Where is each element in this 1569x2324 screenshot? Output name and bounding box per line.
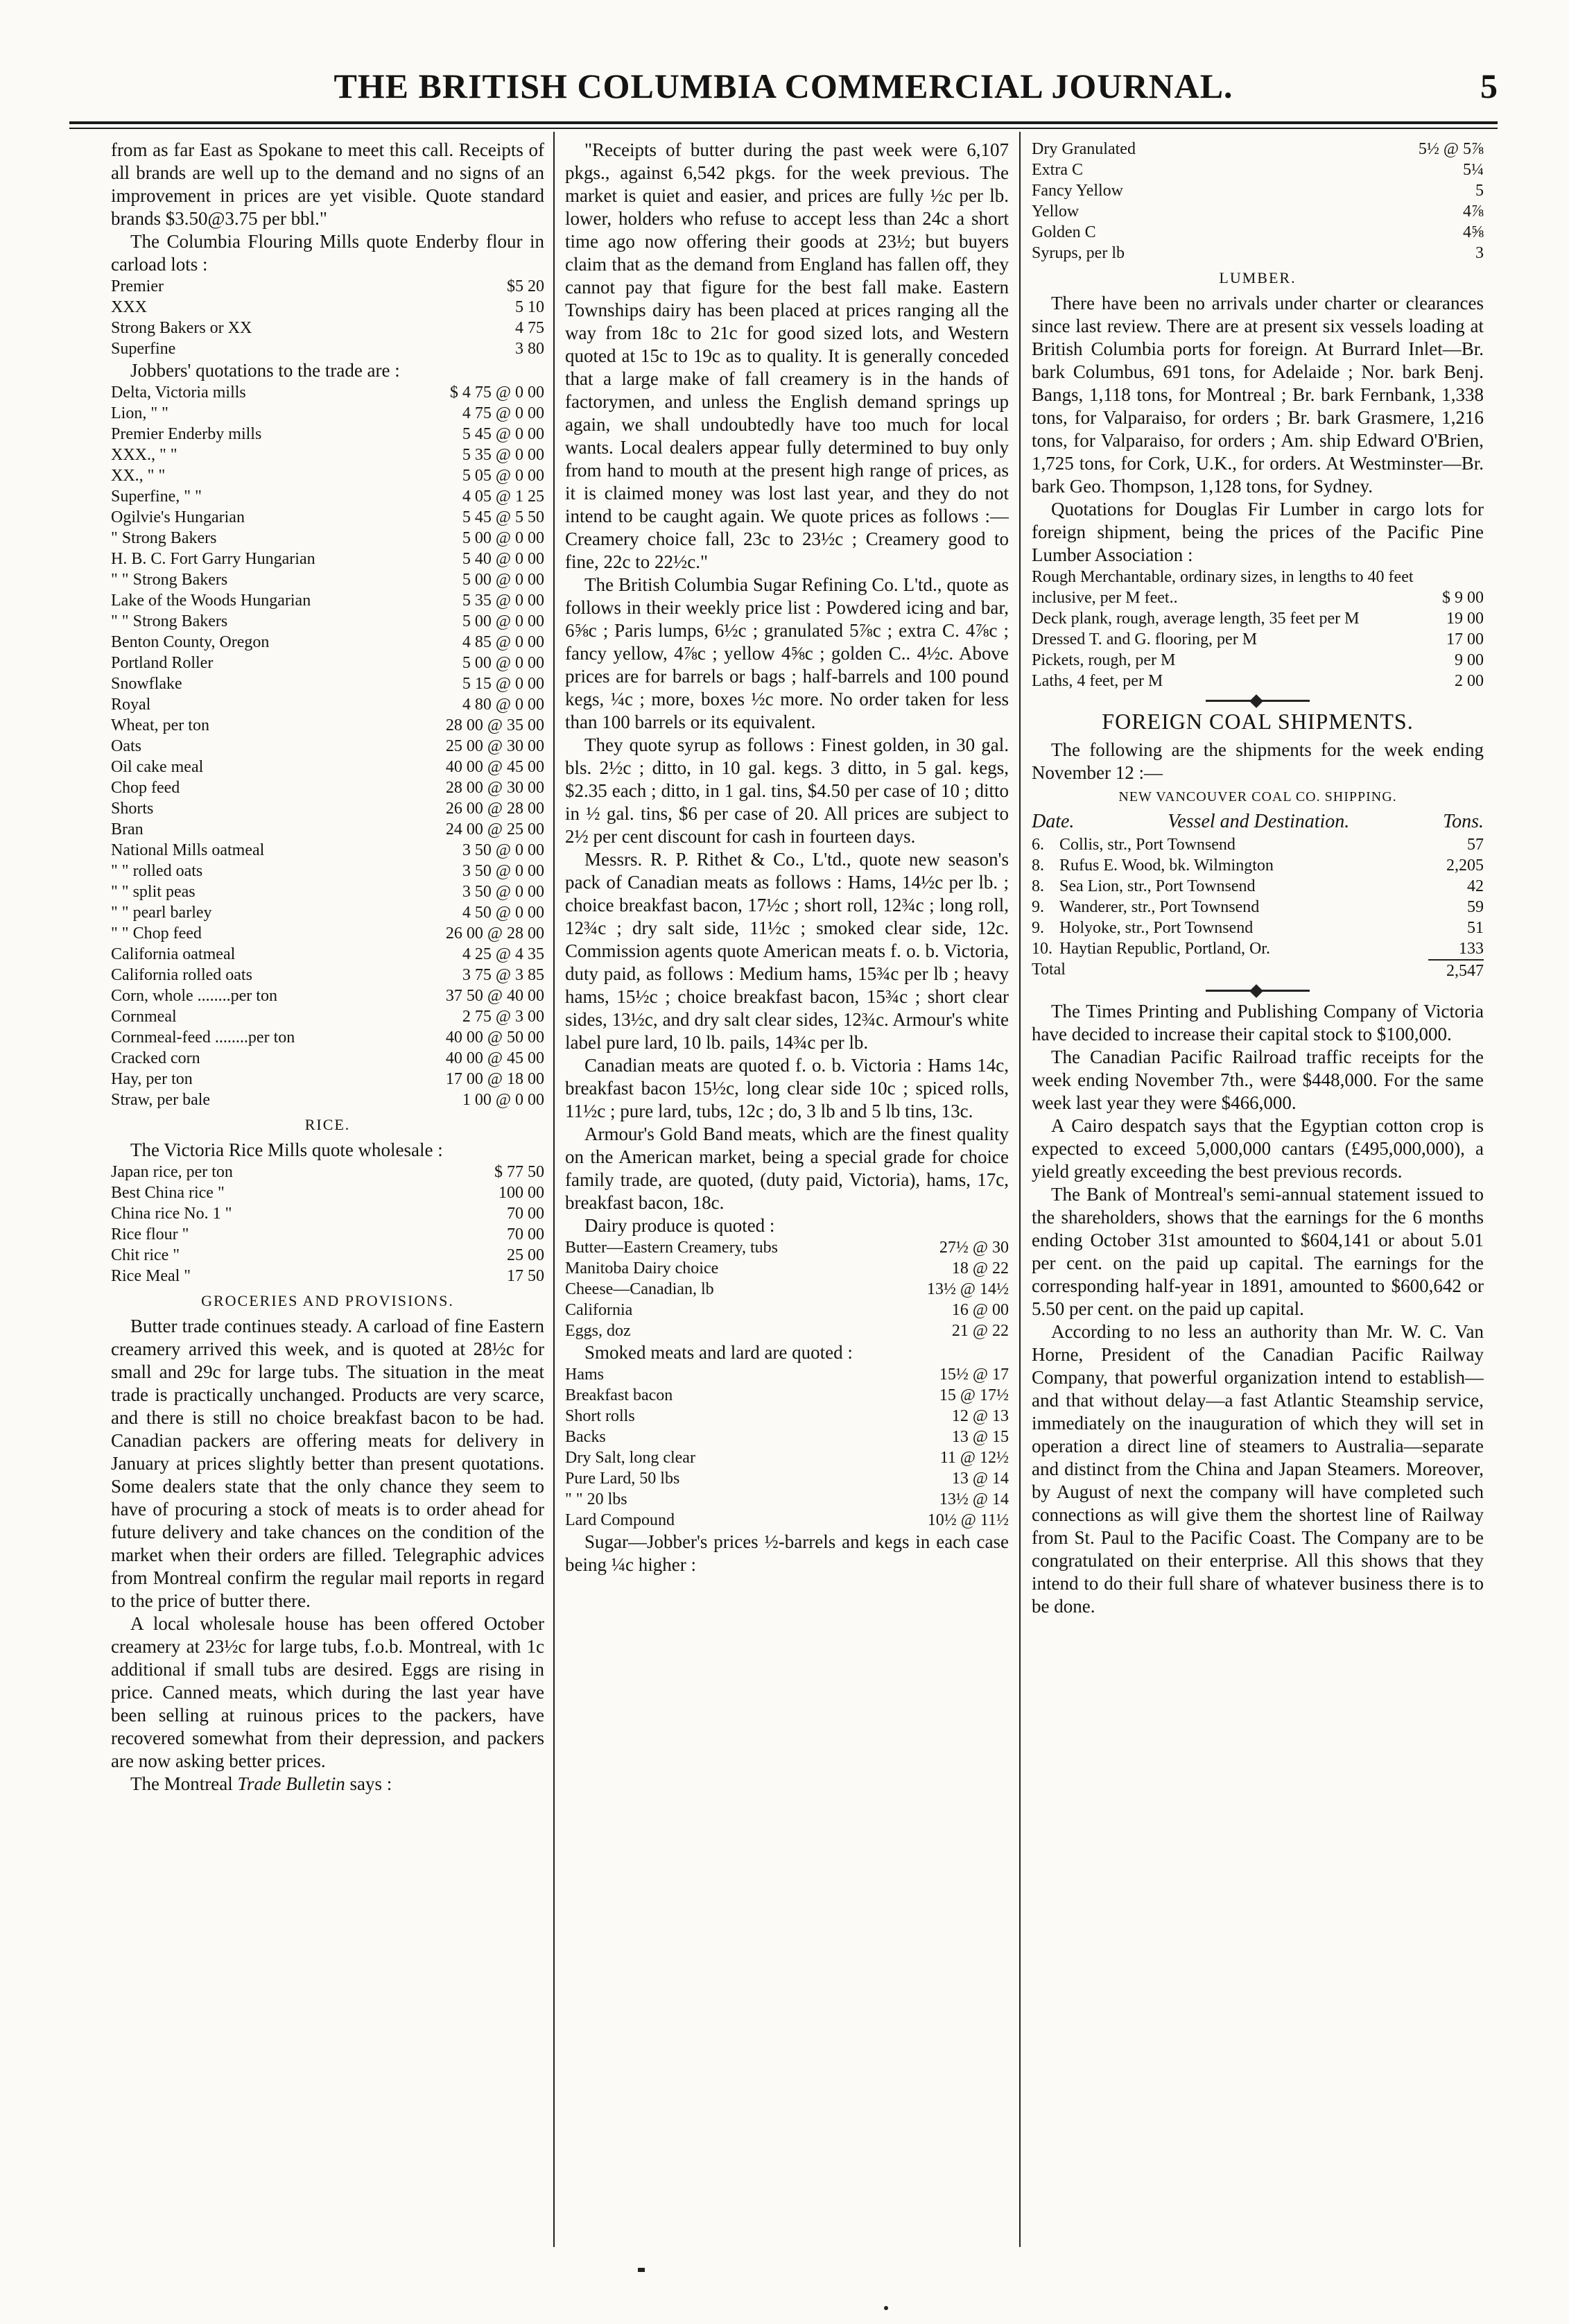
price-row	[565, 1364, 1009, 1385]
price-row	[1032, 567, 1484, 608]
coal-shipment-row	[1032, 897, 1484, 918]
price-value: 17 00 @ 18 00	[445, 1070, 544, 1088]
price-row	[565, 1258, 1009, 1279]
price-item: Eggs, doz	[565, 1322, 631, 1340]
price-item: Cheese—Canadian, lb	[565, 1280, 714, 1298]
price-row	[111, 465, 544, 486]
price-value: $ 9 00	[1442, 589, 1484, 607]
price-value: 25 00	[507, 1246, 544, 1264]
flour-intro: The Columbia Flouring Mills quote Enderby flour in carload lots :	[111, 231, 544, 275]
coal-date: 8.	[1032, 877, 1044, 895]
smoked-intro: Smoked meats and lard are quoted :	[584, 1342, 853, 1363]
price-value: $ 4 75 @ 0 00	[449, 384, 544, 402]
price-row	[111, 1027, 544, 1048]
price-value: 13½ @ 14½	[926, 1280, 1009, 1298]
price-row	[1032, 180, 1484, 201]
price-row	[111, 736, 544, 757]
price-value: 28 00 @ 30 00	[445, 779, 544, 797]
price-row	[111, 1224, 544, 1245]
section-divider	[1206, 700, 1310, 702]
price-item: Lake of the Woods Hungarian	[111, 592, 311, 610]
price-value: 13 @ 14	[951, 1470, 1009, 1488]
price-row	[111, 673, 544, 694]
price-value: 10½ @ 11½	[927, 1511, 1009, 1529]
price-row	[565, 1427, 1009, 1447]
price-value: 40 00 @ 50 00	[445, 1028, 544, 1047]
price-row	[565, 1406, 1009, 1427]
price-item: Pickets, rough, per M	[1032, 651, 1176, 669]
price-value: $ 77 50	[494, 1163, 544, 1181]
price-value: 25 00 @ 30 00	[445, 737, 544, 755]
price-value: 4⅞	[1463, 203, 1484, 221]
price-item: Best China rice "	[111, 1184, 225, 1202]
price-item: Yellow	[1032, 203, 1080, 221]
lumber-paragraph: There have been no arrivals under charter or clearances since last review. There are at present six vessels loading at British Columbia ports for foreign. At Burrard Inlet—Br. bark Columbus, 691 tons, for Adelaide ; Nor. bark Benj. Bangs, 1,118 tons, for Montreal ; Br. bark Fernbank, 1,338 tons, for Valparaiso, for orders ; Br. bark Grasmere, 1,216 tons, for Valparaiso, for orders ; Am. ship Edward O'Brien, 1,725 tons, for Cork, U.K., for orders. At Westminster—Br. bark Geo. Thompson, 1,128 tons, for Sydney.	[1032, 293, 1484, 497]
price-value: 5 35 @ 0 00	[462, 592, 544, 610]
price-row	[1032, 201, 1484, 222]
coal-date: 9.	[1032, 898, 1044, 916]
price-row	[565, 1237, 1009, 1258]
price-row	[111, 819, 544, 840]
price-value: 70 00	[507, 1205, 544, 1223]
price-row	[111, 965, 544, 985]
price-item: Superfine, " "	[111, 488, 202, 506]
coal-vessel: Rufus E. Wood, bk. Wilmington	[1059, 857, 1274, 875]
groceries-paragraphs	[111, 1315, 544, 1773]
price-value: 2 00	[1455, 672, 1484, 690]
price-row	[111, 944, 544, 965]
price-value: 27½ @ 30	[939, 1239, 1009, 1257]
price-item: Breakfast bacon	[565, 1386, 673, 1404]
price-item: Premier Enderby mills	[111, 425, 262, 443]
price-item: Japan rice, per ton	[111, 1163, 233, 1181]
intro-paragraph: from as far East as Spokane to meet this call. Receipts of all brands are well up to the demand and no signs of an improvement in prices are yet visible. Quote standard brands $3.50@3.75 per bbl."	[111, 139, 544, 229]
price-item: Ogilvie's Hungarian	[111, 508, 245, 526]
price-row	[565, 1468, 1009, 1489]
price-row	[1032, 139, 1484, 160]
price-item: " " 20 lbs	[565, 1490, 627, 1508]
sugar-price-list	[1032, 139, 1484, 264]
price-value: 13 @ 15	[951, 1428, 1009, 1446]
price-value: 4 50 @ 0 00	[462, 904, 544, 922]
coal-tons: 59	[1467, 898, 1484, 916]
price-item: Dry Salt, long clear	[565, 1449, 695, 1467]
footer-mark	[638, 2268, 645, 2272]
price-item: Portland Roller	[111, 654, 214, 672]
price-item: California rolled oats	[111, 966, 252, 984]
coal-table	[1032, 834, 1484, 959]
price-value: 13½ @ 14	[939, 1490, 1009, 1508]
price-value: 70 00	[507, 1225, 544, 1243]
price-value: 18 @ 22	[951, 1259, 1009, 1277]
price-row	[111, 528, 544, 549]
column-divider	[553, 132, 555, 2247]
price-item: Fancy Yellow	[1032, 182, 1124, 200]
coal-shipment-row	[1032, 938, 1484, 959]
article-paragraph: A local wholesale house has been offered October creamery at 23½c for large tubs, f.o.b. Montreal, with 1c additional if small tubs are desired. Eggs are rising in price. Canned meats, which during the last year have been selling at ruinous prices to the packers, have recovered somewhat from their depression, and packers are now asking better prices.	[111, 1613, 544, 1771]
price-row	[111, 757, 544, 777]
price-item: XX., " "	[111, 467, 166, 485]
column-2	[565, 139, 1009, 2240]
price-value: 4 75	[515, 319, 544, 337]
price-value: 12 @ 13	[951, 1407, 1009, 1425]
price-value: 4 80 @ 0 00	[462, 696, 544, 714]
price-row	[565, 1447, 1009, 1468]
price-row	[111, 569, 544, 590]
price-row	[111, 1266, 544, 1286]
price-value: 15½ @ 17	[939, 1366, 1009, 1384]
price-item: Rough Merchantable, ordinary sizes, in lengths to 40 feet inclusive, per M feet..	[1032, 568, 1414, 607]
price-row	[1032, 160, 1484, 180]
price-row	[111, 1048, 544, 1069]
price-item: Lard Compound	[565, 1511, 675, 1529]
price-row	[111, 798, 544, 819]
price-value: 3 50 @ 0 00	[462, 862, 544, 880]
price-row	[565, 1279, 1009, 1300]
coal-tons: 51	[1467, 919, 1484, 937]
header-rule-thin	[69, 128, 1498, 129]
coal-shipment-row	[1032, 876, 1484, 897]
price-value: 3 50 @ 0 00	[462, 883, 544, 901]
price-item: " " Strong Bakers	[111, 612, 228, 630]
article-paragraph: The Times Printing and Publishing Company of Victoria have decided to increase their capital stock to $100,000.	[1032, 1001, 1484, 1044]
price-row	[111, 507, 544, 528]
price-value: 100 00	[499, 1184, 544, 1202]
price-item: Dry Granulated	[1032, 140, 1136, 158]
price-value: 28 00 @ 35 00	[445, 716, 544, 734]
price-row	[565, 1510, 1009, 1531]
coal-vessel: Wanderer, str., Port Townsend	[1059, 898, 1260, 916]
price-item: Oil cake meal	[111, 758, 204, 776]
coal-tons: 2,205	[1446, 857, 1484, 875]
price-value: 5 45 @ 0 00	[462, 425, 544, 443]
price-value: 21 @ 22	[951, 1322, 1009, 1340]
price-value: 5 45 @ 5 50	[462, 508, 544, 526]
price-row	[111, 403, 544, 424]
article-paragraph: The British Columbia Sugar Refining Co. L'td., quote as follows in their weekly price list : Powdered icing and bar, 6⅝c ; Paris lumps, 6½c ; granulated 5⅞c ; extra C. 4⅞c ; fancy yellow, 4⅞c ; yellow 4⅝c ; golden C.. 4½c. Above prices are for barrels or bags ; half-barrels and 100 pound kegs, ¼c ; more, boxes ½c more. No order taken for less than 100 barrels or its equivalent.	[565, 574, 1009, 732]
price-row	[111, 840, 544, 861]
price-item: Bran	[111, 820, 144, 838]
price-item: Manitoba Dairy choice	[565, 1259, 719, 1277]
footer-dot	[884, 2306, 888, 2310]
price-item: " " split peas	[111, 883, 196, 901]
price-row	[111, 923, 544, 944]
price-row	[111, 1203, 544, 1224]
price-value: 4 05 @ 1 25	[462, 488, 544, 506]
price-row	[565, 1320, 1009, 1341]
price-value: 4 75 @ 0 00	[462, 404, 544, 422]
price-value: 15 @ 17½	[939, 1386, 1009, 1404]
article-paragraph: Butter trade continues steady. A carload of fine Eastern creamery arrived this week, and is quoted at 28½c for small and 29c for large tubs. The situation in the meat trade is practically unchanged. Products are very scarce, and there is still no choice breakfast bacon to be had. Canadian packers are offering meats for delivery in January at prices slightly better than present quotations. Some dealers state that the only chance they seem to have of procuring a stock of meats is to order ahead for future delivery and take chances on the condition of the market when their orders are filled. Telegraphic advices from Montreal confirm the regular mail reports in regard to the price of butter there.	[111, 1316, 544, 1611]
price-row	[1032, 629, 1484, 650]
coal-tons: 42	[1467, 877, 1484, 895]
price-item: Pure Lard, 50 lbs	[565, 1470, 680, 1488]
coal-date: 8.	[1032, 857, 1044, 875]
price-item: Laths, 4 feet, per M	[1032, 672, 1163, 690]
price-row	[1032, 222, 1484, 243]
price-value: 5 15 @ 0 00	[462, 675, 544, 693]
price-value: 40 00 @ 45 00	[445, 1049, 544, 1067]
price-row	[111, 715, 544, 736]
price-row	[111, 276, 544, 297]
column-1	[111, 139, 544, 2240]
rice-price-list	[111, 1162, 544, 1286]
price-item: Snowflake	[111, 675, 182, 693]
price-item: China rice No. 1 "	[111, 1205, 232, 1223]
price-row	[111, 424, 544, 445]
price-row	[1032, 608, 1484, 629]
jobbers-price-list	[111, 382, 544, 1110]
journal-title: THE BRITISH COLUMBIA COMMERCIAL JOURNAL.	[333, 67, 1233, 105]
coal-table-header: Date. Vessel and Destination. Tons.	[1032, 811, 1484, 832]
price-item: Lion, " "	[111, 404, 168, 422]
price-item: " " Chop feed	[111, 924, 202, 942]
article-paragraph: Canadian meats are quoted f. o. b. Victoria : Hams 14c, breakfast bacon 15½c, long clear side 10c ; spiced rolls, 11½c ; pure lard, tubs, 12c ; do, 3 lb and 5 lb tins, 13c.	[565, 1055, 1009, 1121]
price-row	[111, 1182, 544, 1203]
price-item: Chit rice "	[111, 1246, 180, 1264]
price-row	[1032, 671, 1484, 691]
price-value: 2 75 @ 3 00	[462, 1008, 544, 1026]
coal-heading: FOREIGN COAL SHIPMENTS.	[1102, 709, 1414, 734]
price-item: Cornmeal	[111, 1008, 177, 1026]
price-value: 4 25 @ 4 35	[462, 945, 544, 963]
price-item: California oatmeal	[111, 945, 236, 963]
market-paragraphs	[565, 139, 1009, 1214]
price-item: Superfine	[111, 340, 176, 358]
article-paragraph: The Canadian Pacific Railroad traffic receipts for the week ending November 7th., were $448,000. For the same week last year they were $466,000.	[1032, 1047, 1484, 1113]
price-value: 5 10	[515, 298, 544, 316]
column-divider	[1019, 132, 1021, 2247]
price-item: Corn, whole ........per ton	[111, 987, 277, 1005]
price-value: 4 85 @ 0 00	[462, 633, 544, 651]
price-row	[111, 611, 544, 632]
price-item: Shorts	[111, 800, 154, 818]
article-paragraph: A Cairo despatch says that the Egyptian cotton crop is expected to exceed 5,000,000 cantars (£495,000,000), a yield greatly exceeding the best previous records.	[1032, 1115, 1484, 1182]
price-value: 9 00	[1455, 651, 1484, 669]
price-value: 26 00 @ 28 00	[445, 800, 544, 818]
masthead	[69, 66, 1498, 116]
price-value: 16 @ 00	[951, 1301, 1009, 1319]
price-row	[111, 1006, 544, 1027]
coal-vessel: Sea Lion, str., Port Townsend	[1059, 877, 1256, 895]
coal-total: Total 2,547	[1032, 961, 1484, 980]
price-value: 4⅝	[1463, 223, 1484, 241]
price-item: Rice Meal "	[111, 1267, 191, 1285]
column-3	[1032, 139, 1484, 2240]
price-item: Hay, per ton	[111, 1070, 193, 1088]
price-value: 5 00 @ 0 00	[462, 571, 544, 589]
price-row	[111, 297, 544, 318]
price-value: 5 35 @ 0 00	[462, 446, 544, 464]
price-row	[111, 338, 544, 359]
price-row	[111, 445, 544, 465]
price-item: Royal	[111, 696, 151, 714]
price-value: 3 80	[515, 340, 544, 358]
price-row	[111, 985, 544, 1006]
price-item: Delta, Victoria mills	[111, 384, 246, 402]
smoked-price-list	[565, 1364, 1009, 1531]
price-row	[111, 653, 544, 673]
article-paragraph: "Receipts of butter during the past week were 6,107 pkgs., against 6,542 pkgs. for the week previous. The market is quiet and easier, and prices are fully ½c per lb. lower, holders who refuse to accept less than 24c a short time ago now offering their goods at 23½; but buyers claim that as the demand from England has fallen off, they cannot pay that figure for the best fall make. Eastern Townships dairy has been placed at prices ranging all the way from 18c to 21c for good sized lots, and Western quoted at 15c to 19c as to quality. It is generally conceded that a large make of fall creamery is in the hands of factorymen, and unless the English demand springs up again, we shall undoubtedly have too much for local wants. Local dealers appear fully determined to buy only from hand to mouth at the present high range of prices, as it is claimed money was lost last year, and they do not intend to be caught again. We quote prices as follows :—Creamery choice fall, 23c to 23½c ; Creamery good to fine, 22c to 22½c."	[565, 139, 1009, 572]
price-item: Wheat, per ton	[111, 716, 209, 734]
price-value: 5 05 @ 0 00	[462, 467, 544, 485]
price-item: Syrups, per lb	[1032, 244, 1125, 262]
price-row	[111, 861, 544, 881]
coal-date: 6.	[1032, 836, 1044, 854]
article-paragraph: Armour's Gold Band meats, which are the finest quality on the American market, being a special grade for choice family trade, are quoted, (duty paid, Victoria), hams, 17c, breakfast bacon, 18c.	[565, 1124, 1009, 1213]
price-value: 5	[1475, 182, 1484, 200]
price-row	[111, 1162, 544, 1182]
price-item: Hams	[565, 1366, 604, 1384]
lumber-price-list	[1032, 567, 1484, 691]
price-row	[111, 318, 544, 338]
sugar-intro: Sugar—Jobber's prices ½-barrels and kegs in each case being ¼c higher :	[565, 1531, 1009, 1575]
price-item: National Mills oatmeal	[111, 841, 265, 859]
price-value: 3	[1475, 244, 1484, 262]
coal-intro: The following are the shipments for the week ending November 12 :—	[1032, 739, 1484, 783]
price-value: 17 00	[1446, 630, 1484, 648]
coal-tons: 57	[1467, 836, 1484, 854]
price-item: Deck plank, rough, average length, 35 feet per M	[1032, 610, 1360, 628]
price-item: XXX., " "	[111, 446, 177, 464]
coal-shipment-row	[1032, 834, 1484, 855]
price-item: Straw, per bale	[111, 1091, 211, 1109]
price-row	[1032, 243, 1484, 264]
price-item: Benton County, Oregon	[111, 633, 270, 651]
coal-vessel: Haytian Republic, Portland, Or.	[1059, 940, 1270, 958]
price-item: Cracked corn	[111, 1049, 200, 1067]
jobbers-intro: Jobbers' quotations to the trade are :	[130, 360, 400, 381]
groceries-heading: GROCERIES AND PROVISIONS.	[201, 1292, 454, 1309]
price-item: Dressed T. and G. flooring, per M	[1032, 630, 1258, 648]
price-row	[565, 1489, 1009, 1510]
page-number: 5	[1480, 67, 1498, 105]
price-row	[111, 881, 544, 902]
news-paragraphs	[1032, 1000, 1484, 1618]
price-item: Chop feed	[111, 779, 180, 797]
price-item: Extra C	[1032, 161, 1083, 179]
price-value: 5½ @ 5⅞	[1418, 140, 1484, 158]
price-item: Rice flour "	[111, 1225, 189, 1243]
coal-vessel: Collis, str., Port Townsend	[1059, 836, 1236, 854]
article-paragraph: They quote syrup as follows : Finest golden, in 30 gal. bls. 2½c ; ditto, in 10 gal. kegs. 3 ditto, in 5 gal. kegs, $2.35 each ; ditto, in 1 gal. tins, $4.50 per case of 10 ; ditto in ½ gal. tins, $6 per case of 20. All prices are subject to 2½ per cent discount for cash in fourteen days.	[565, 734, 1009, 847]
price-value: 26 00 @ 28 00	[445, 924, 544, 942]
price-value: 3 75 @ 3 85	[462, 966, 544, 984]
price-row	[111, 902, 544, 923]
montreal-lead: The Montreal Trade Bulletin says :	[130, 1773, 392, 1794]
price-item: Backs	[565, 1428, 606, 1446]
price-row	[111, 549, 544, 569]
dairy-intro: Dairy produce is quoted :	[584, 1215, 775, 1236]
price-value: $5 20	[507, 277, 544, 295]
section-divider	[1206, 990, 1310, 992]
coal-shipment-row	[1032, 855, 1484, 876]
douglas-fir-paragraph: Quotations for Douglas Fir Lumber in cargo lots for foreign shipment, being the prices of the Pacific Pine Lumber Association :	[1032, 499, 1484, 565]
coal-tons: 133	[1459, 940, 1484, 958]
price-value: 24 00 @ 25 00	[445, 820, 544, 838]
price-item: Short rolls	[565, 1407, 635, 1425]
price-value: 40 00 @ 45 00	[445, 758, 544, 776]
coal-date: 10.	[1032, 940, 1052, 958]
price-value: 3 50 @ 0 00	[462, 841, 544, 859]
enderby-price-list	[111, 276, 544, 359]
coal-company: NEW VANCOUVER COAL CO. SHIPPING.	[1118, 789, 1397, 804]
price-item: " " rolled oats	[111, 862, 203, 880]
price-value: 5 00 @ 0 00	[462, 612, 544, 630]
price-item: Premier	[111, 277, 164, 295]
article-paragraph: The Bank of Montreal's semi-annual statement issued to the shareholders, shows that the earnings for the 6 months ending October 31st amounted to $604,141 or about 5.01 per cent. on the paid up capital. The earnings for the corresponding half-year in 1891, amounted to $600,642 or 5.50 per cent. on the paid up capital.	[1032, 1184, 1484, 1319]
price-row	[111, 777, 544, 798]
price-row	[111, 1245, 544, 1266]
rice-heading: RICE.	[304, 1116, 351, 1133]
price-item: XXX	[111, 298, 147, 316]
rice-intro: The Victoria Rice Mills quote wholesale :	[130, 1139, 443, 1160]
price-row	[111, 486, 544, 507]
price-item: H. B. C. Fort Garry Hungarian	[111, 550, 315, 568]
price-value: 1 00 @ 0 00	[462, 1091, 544, 1109]
article-paragraph: Messrs. R. P. Rithet & Co., L'td., quote new season's pack of Canadian meats as follows : Hams, 14½c per lb. ; choice breakfast bacon, 17½c ; short roll, 12¾c ; long roll, 12¾c ; dry salt side, 11½c ; smoked clear side, 12c. Commission agents quote American meats f. o. b. Victoria, duty paid, as follows : Medium hams, 15¾c per lb ; heavy hams, 15½c ; choice breakfast bacon, 15¾c ; short clear sides, 13½c, and dry salt clear sides, 12¾c. Armour's white label pure lard, 10 lb. pails, 14¾c per lb.	[565, 849, 1009, 1053]
price-row	[111, 1069, 544, 1090]
price-row	[1032, 650, 1484, 671]
price-item: " Strong Bakers	[111, 529, 217, 547]
price-row	[111, 1090, 544, 1110]
price-value: 5¼	[1463, 161, 1484, 179]
price-item: Oats	[111, 737, 141, 755]
header-rule	[69, 121, 1498, 124]
price-item: Golden C	[1032, 223, 1096, 241]
lumber-heading: LUMBER.	[1219, 269, 1297, 286]
price-item: Butter—Eastern Creamery, tubs	[565, 1239, 779, 1257]
coal-date: 9.	[1032, 919, 1044, 937]
price-value: 5 40 @ 0 00	[462, 550, 544, 568]
dairy-price-list	[565, 1237, 1009, 1341]
price-row	[565, 1385, 1009, 1406]
price-item: " " pearl barley	[111, 904, 212, 922]
price-item: " " Strong Bakers	[111, 571, 228, 589]
price-value: 5 00 @ 0 00	[462, 529, 544, 547]
price-value: 37 50 @ 40 00	[445, 987, 544, 1005]
price-item: Cornmeal-feed ........per ton	[111, 1028, 295, 1047]
article-paragraph: According to no less an authority than Mr. W. C. Van Horne, President of the Canadian Pacific Railway Company, that powerful organization intend to establish—and that without delay—a fast Atlantic Steamship service, immediately on the inauguration of which they will set in operation a direct line of steamers to Australia—separate and distinct from the China and Japan Steamers. Moreover, by August of next the company will have completed such connections as will give them the shortest line of Railway from St. Paul to the Pacific Coast. The Company are to be congratulated on their enterprise. All this shows that they intend to do their full share of whatever business there is to be done.	[1032, 1321, 1484, 1617]
price-item: California	[565, 1301, 633, 1319]
price-value: 19 00	[1446, 610, 1484, 628]
price-value: 5 00 @ 0 00	[462, 654, 544, 672]
price-row	[111, 694, 544, 715]
price-row	[111, 382, 544, 403]
coal-shipment-row	[1032, 918, 1484, 938]
price-row	[111, 632, 544, 653]
price-row	[111, 590, 544, 611]
price-row	[565, 1300, 1009, 1320]
coal-vessel: Holyoke, str., Port Townsend	[1059, 919, 1254, 937]
price-item: Strong Bakers or XX	[111, 319, 252, 337]
price-value: 17 50	[507, 1267, 544, 1285]
price-value: 11 @ 12½	[939, 1449, 1009, 1467]
